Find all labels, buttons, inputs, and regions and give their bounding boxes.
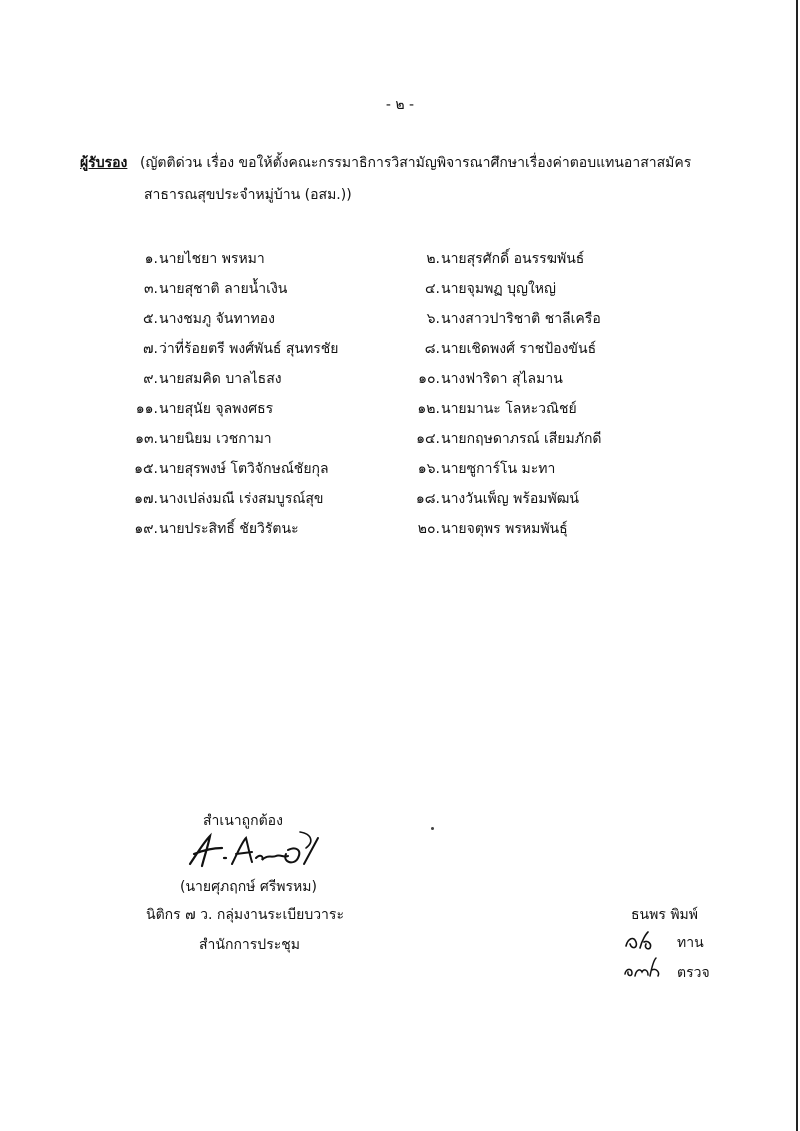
signatory-name: นายซูการ์โน มะทา [441,461,556,477]
signatory-name: นายประสิทธิ์ ชัยวิรัตนะ [159,521,299,537]
signer-office: สำนักการประชุม [199,937,300,953]
signatory-item [400,304,602,334]
signatory-item [118,424,338,454]
signatory-number: ๑๙. [134,521,158,537]
signatory-name: นางวันเพ็ญ พร้อมพัฒน์ [441,491,579,507]
signatory-item [400,484,602,514]
signatory-item [118,244,338,274]
signatory-name: นายสุชาติ ลายน้ำเงิน [159,281,288,297]
checker1-initials-image [622,928,658,952]
signatory-list-left [118,244,338,544]
heading-continuation: สาธารณสุขประจำหมู่บ้าน (อสม.)) [144,187,352,203]
signatory-number: ๖. [426,311,440,327]
signatory-name: นายนิยม เวชกามา [159,431,272,447]
signatory-number: ๔. [424,281,440,297]
signatory-item [400,394,602,424]
signature-image [180,828,330,872]
signatory-item [400,334,602,364]
signatory-number: ๕. [142,311,158,327]
signatory-number: ๑๑. [135,401,158,417]
signatory-name: นางฟาริดา สุไลมาน [441,371,563,387]
signatory-item [400,244,602,274]
checker2-role: ตรวจ [677,965,710,981]
signatory-name: นายกฤษดาภรณ์ เสียมภักดี [441,431,602,447]
signatory-name: นายไชยา พรหมา [159,251,265,267]
signatory-item [118,514,338,544]
signatory-number: ๑๔. [416,431,440,447]
signatory-name: นายจุมพฏ บุญใหญ่ [441,281,556,297]
checker2-initials-image [622,954,666,980]
signatory-number: ๑๒. [417,401,440,417]
signatory-name: นายเชิดพงศ์ ราชป้องขันธ์ [441,341,597,357]
page-edge-line [796,0,798,1131]
stray-dot [431,827,434,830]
signatory-item [118,274,338,304]
signatory-number: ๗. [143,341,158,357]
signatory-number: ๑๖. [417,461,440,477]
signatory-number: ๒๐. [417,521,440,537]
checker1-role: ทาน [677,935,704,951]
signatory-number: ๒. [426,251,440,267]
signatory-item [400,424,602,454]
signatory-name: นายสุนัย จุลพงศธร [159,401,274,417]
signatory-item [400,274,602,304]
signatory-name: นายจตุพร พรหมพันธุ์ [441,521,568,537]
signer-title: นิติกร ๗ ว. กลุ่มงานระเบียบวาระ [146,907,344,923]
typist-credit: ธนพร พิมพ์ [631,907,698,923]
signatory-item [118,484,338,514]
signatory-number: ๘. [424,341,440,357]
heading-label: ผู้รับรอง [80,155,128,171]
signatory-number: ๙. [143,371,158,387]
signatory-number: ๓. [143,281,158,297]
signer-name: (นายศุภฤกษ์ ศรีพรหม) [180,879,317,895]
signatory-list-right [400,244,602,544]
signatory-name: นายสุรศักดิ์ อนรรฆพันธ์ [441,251,585,267]
signatory-name: นางชมภู จันทาทอง [159,311,276,327]
signatory-item [118,304,338,334]
signatory-item [118,394,338,424]
signatory-name: นายสมคิด บาลไธสง [159,371,282,387]
signatory-item [400,454,602,484]
signatory-number: ๑๕. [134,461,158,477]
heading-text: (ญัตติด่วน เรื่อง ขอให้ตั้งคณะกรรมาธิการวิสามัญพิจารณาศึกษาเรื่องค่าตอบแทนอาสาสมัคร [140,155,692,171]
signatory-item [400,364,602,394]
signatory-name: ว่าที่ร้อยตรี พงศ์พันธ์ สุนทรชัย [159,341,339,357]
signatory-name: นายมานะ โลหะวณิชย์ [441,401,577,417]
signatory-number: ๑๐. [418,371,440,387]
certify-label: สำเนาถูกต้อง [203,813,283,829]
signatory-item [118,334,338,364]
signatory-number: ๑๗. [134,491,158,507]
signatory-number: ๑๓. [135,431,158,447]
signatory-number: ๑๘. [415,491,440,507]
signatory-item [118,364,338,394]
signatory-item [400,514,602,544]
page-number: - ๒ - [385,97,415,113]
signatory-name: นางสาวปาริชาติ ชาลีเครือ [441,311,601,327]
signatory-number: ๑. [144,251,158,267]
signatory-name: นายสุรพงษ์ โตวิจักษณ์ชัยกุล [159,461,329,477]
signatory-name: นางเปล่งมณี เร่งสมบูรณ์สุข [159,491,324,507]
signatory-item [118,454,338,484]
